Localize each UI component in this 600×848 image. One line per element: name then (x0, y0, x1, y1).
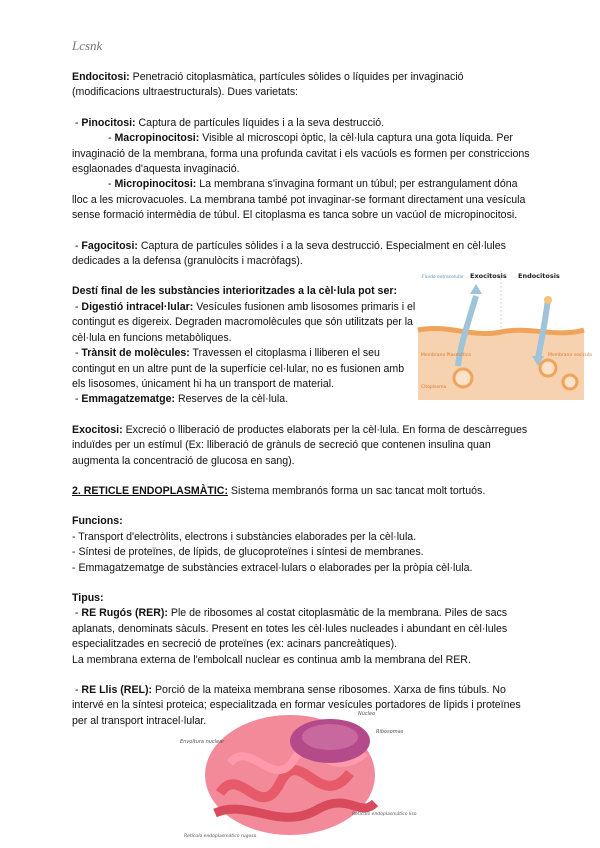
rel-label: Retículo endoplasmático liso (352, 812, 417, 817)
transit-paragraph: - Trànsit de molècules: Travessen el citoplasma i lliberen el seu contingut en un altre punt de la superfície cel·lular, no es fusionen amb els lisosomes, únicament hi ha un transport de material. (72, 347, 405, 390)
nucleo-label: Núcleo (358, 711, 376, 717)
fluid-label: Fluido extracelular (422, 275, 464, 280)
funcio-item: - Síntesi de proteïnes, de lípids, de glucoproteïnes i síntesi de membranes. (72, 546, 424, 559)
endocitosis-label: Endocitosis (518, 272, 560, 280)
endoplasmic-reticulum-figure (180, 703, 420, 843)
exocitosi-paragraph: Exocitosi: Excreció o lliberació de productes elaborats per la cèl·lula. En forma de descàrregues induïdes per un estímul (Ex: lliberació de grànuls de secreció que contenen insulina quan augmenta la concentració de glucosa en sang). (72, 423, 528, 467)
emmagatzematge-paragraph: - Emmagatzematge: Reserves de la cèl·lula. (72, 393, 289, 406)
funcio-item: - Transport d'electròlits, electrons i substàncies elaborades per la cèl·lula. (72, 530, 417, 543)
page-header: Lcsnk (72, 38, 103, 53)
fagocitosi-paragraph: - Fagocitosi: Captura de partícules sòlides i a la seva destrucció. Especialment en cèl·lules dedicades a la defensa (granulòcits i macròfags). (72, 239, 506, 268)
cytoplasm-label: Citoplasma (421, 385, 447, 390)
endocitosi-paragraph: Endocitosi: Penetració citoplasmàtica, partícules sòlides o líquides per invaginació (modificacions ultraestructurals). Dues varietats: (72, 71, 464, 99)
reticle-heading: 2. RETICLE ENDOPLASMÀTIC: Sistema membranós forma un sac tancat molt tortuós. (72, 484, 486, 497)
rer-paragraph: - RE Rugós (RER): Ple de ribosomes al costat citoplasmàtic de la membrana. Piles de sacs aplanats, denominats sàculs. Present en totes les cèl·lules nucleades i abundant en cèl·lules especialitzades en secreció de proteïnes (ex: acinars pancreàtiques). (72, 607, 508, 651)
vesicle-label: Membrana vesícula (548, 353, 592, 358)
micropinocitosi-paragraph: - Micropinocitosi: La membrana s'invagina formant un túbul; per estrangulament dóna lloc a les microvacuoles. La membrana també pot invaginar-se formant directament una vesícula sense formació intermèdia de túbul. El citoplasma es tanca sobre un vacúol de micropinocitosi. (72, 178, 526, 222)
ribosomas-label: Ribosomas (376, 729, 404, 735)
funcions-title: Funcions: (72, 515, 123, 528)
macropinocitosi-paragraph: - Macropinocitosi: Visible al microscopi òptic, la cèl·lula captura una gota líquida. Per invaginació de la membrana, forma una profunda cavitat i els vacúols es formen per constriccions esglaonades d'aquesta invaginació. (72, 132, 530, 176)
rel-paragraph: - RE Llis (REL): Porció de la mateixa membrana sense ribosomes. Xarxa de fins túbuls. No intervé en la síntesi proteica; especialitzada en formar vesícules portadores de lípids i proteïnes per al transport intracel·lular. (72, 684, 521, 727)
rer-label: Retículo endoplasmático rugoso (184, 834, 257, 839)
exo-endocytosis-figure (418, 268, 592, 400)
funcio-item: - Emmagatzematge de substàncies extracel·lulars o elaborades per la pròpia cèl·lula. (72, 561, 473, 574)
desti-title: Destí final de les substàncies interioritzades a la cèl·lula pot ser: (72, 285, 397, 298)
exocitosis-label: Exocitosis (470, 272, 507, 280)
membrane-label: Membrana Plasmática (421, 353, 471, 358)
digestio-paragraph: - Digestió intracel·lular: Vesícules fusionen amb lisosomes primaris i el contingut es digereix. Degraden macromolècules que són utilitzats per la cèl·lula en funcions metabòliques. (72, 300, 416, 344)
tipus-title: Tipus: (72, 591, 104, 604)
envoltura-label: Envoltura nuclear (180, 739, 225, 745)
pinocitosi-paragraph: - Pinocitosi: Captura de partícules líquides i a la seva destrucció. (72, 116, 385, 129)
rer-extra: La membrana externa de l'embolcall nuclear es continua amb la membrana del RER. (72, 653, 471, 666)
